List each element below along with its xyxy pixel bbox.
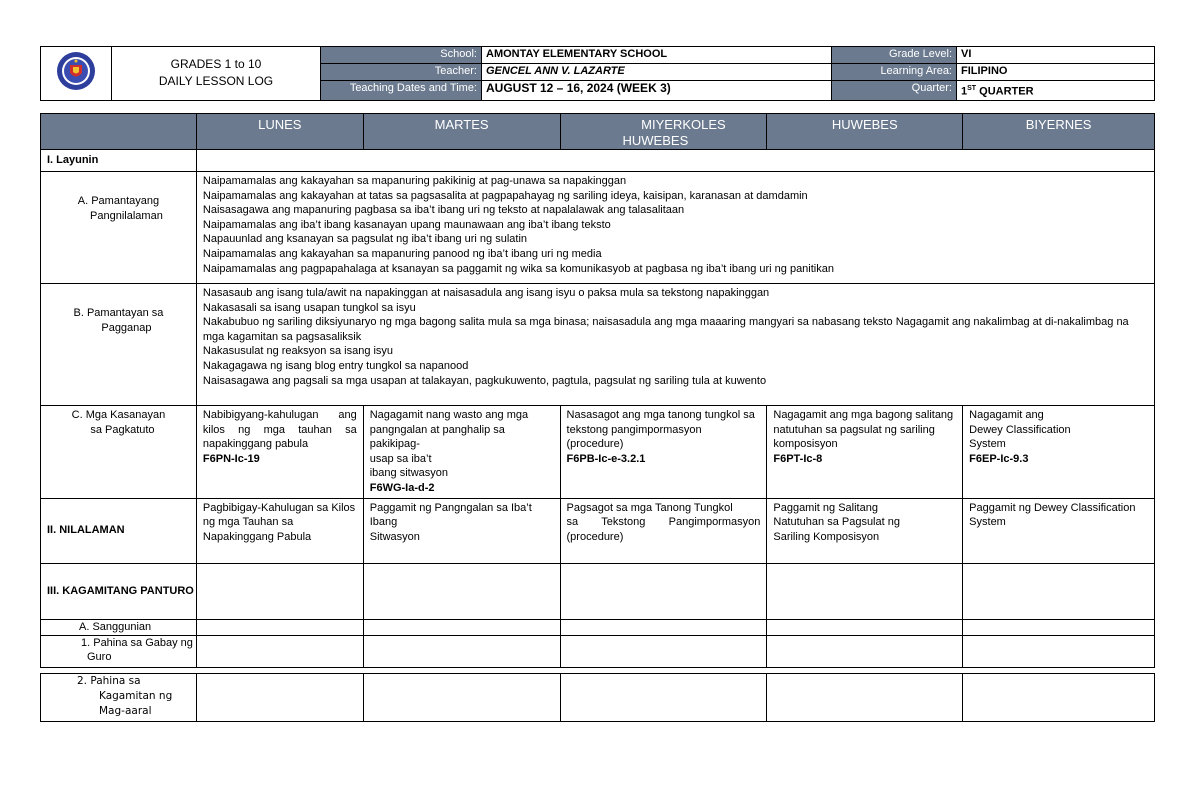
kasanayan-text: Nagagamit ang mga bagong salitang xyxy=(773,409,954,421)
kasanayan-text: natutuhan sa pagsulat ng sariling xyxy=(773,423,935,436)
pagganap-line: Nakasusulat ng reaksyon sa isang isyu xyxy=(202,345,394,358)
gabay-guro-cell xyxy=(963,635,1155,667)
nilalaman-text: Paggamit ng Dewey Classification xyxy=(969,501,1136,514)
pagganap-line: Naisasagawa ang pagsali sa mga usapan at talakayan, pagkukuwento, pagtula, pagsulat ng sariling tula at kuwento xyxy=(202,374,767,387)
quarter-number: 1 xyxy=(961,85,968,98)
grade-level-label: Grade Level: xyxy=(832,47,957,64)
kasanayan-label-line1: C. Mga Kasanayan xyxy=(71,409,166,421)
nilalaman-martes xyxy=(363,498,560,563)
nilalaman-lunes xyxy=(196,498,363,563)
competency-code: F6EP-Ic-9.3 xyxy=(969,452,1029,465)
kagamitan-mag-aaral-line2: Kagamitan ng xyxy=(99,690,173,702)
kagamitan-mag-aaral-cell xyxy=(363,674,560,722)
pagganap-label-line2: Pagganap xyxy=(101,321,152,334)
day-header-martes: MARTES xyxy=(363,114,560,150)
teacher-value: GENCEL ANN V. LAZARTE xyxy=(482,64,832,81)
pagganap-label xyxy=(41,284,197,406)
gabay-guro-cell xyxy=(196,635,363,667)
sanggunian-row xyxy=(41,619,1155,635)
kagamitan-cell xyxy=(963,563,1155,619)
kasanayan-text: Nabibigyang-kahulugan ang xyxy=(202,409,357,421)
pagganap-row xyxy=(41,284,1155,406)
nilalaman-text: Natutuhan sa Pagsulat ng xyxy=(773,516,900,529)
pamantayang-line: Napauunlad ang ksanayan sa pagsulat ng iba’t ibang uri ng sulatin xyxy=(202,233,528,246)
kasanayan-text: ibang sitwasyon xyxy=(369,467,449,480)
gabay-guro-row xyxy=(41,635,1155,667)
nilalaman-text: System xyxy=(969,516,1006,529)
kasanayan-text: usap sa iba’t xyxy=(369,452,432,465)
kasanayan-huwebes xyxy=(767,406,963,499)
nilalaman-text: (procedure) xyxy=(566,530,624,543)
pamantayang-line: Naipamamalas ang kakayahan sa mapanuring pakikinig at pag-unawa sa napakinggan xyxy=(202,175,627,187)
pamantayang-label xyxy=(41,172,197,284)
grade-level-value: VI xyxy=(957,47,1155,64)
kagamitan-label: III. KAGAMITANG PANTURO xyxy=(41,563,197,619)
pamantayang-content xyxy=(196,172,1154,284)
pamantayang-row xyxy=(41,172,1155,284)
pamantayang-line: Naipamamalas ang kakayahan at tatas sa pagsasalita at pagpapahayag ng sariling ideya, kaisipan, karanasan at damdamin xyxy=(202,189,808,202)
nilalaman-text: Paggamit ng Pangngalan sa Iba’t Ibang xyxy=(369,501,532,529)
day-header-huwebes: HUWEBES xyxy=(767,114,963,150)
nilalaman-text: sa Tekstong Pangimpormasyon xyxy=(566,516,761,529)
kasanayan-biyernes xyxy=(963,406,1155,499)
nilalaman-text: Sariling Komposisyon xyxy=(773,530,880,543)
sanggunian-cell xyxy=(560,619,767,635)
kasanayan-text: System xyxy=(969,438,1006,451)
pamantayang-label-line2: Pangnilalaman xyxy=(90,209,163,222)
kagamitan-cell xyxy=(767,563,963,619)
kagamitan-mag-aaral-cell xyxy=(963,674,1155,722)
competency-code: F6WG-Ia-d-2 xyxy=(369,481,435,494)
pagganap-content xyxy=(196,284,1154,406)
lesson-log-table xyxy=(40,113,1155,668)
nilalaman-huwebes xyxy=(767,498,963,563)
sanggunian-cell xyxy=(196,619,363,635)
kasanayan-text: Nagagamit nang wasto ang mga xyxy=(369,409,529,421)
gabay-guro-cell xyxy=(363,635,560,667)
nilalaman-text: Napakinggang Pabula xyxy=(202,530,312,543)
quarter-word: QUARTER xyxy=(976,85,1034,98)
kasanayan-label-line2: sa Pagkatuto xyxy=(90,423,155,436)
day-header-miyerkoles xyxy=(560,114,767,150)
kagamitan-cell xyxy=(363,563,560,619)
kasanayan-text: kilos ng mga tauhan sa xyxy=(202,423,357,436)
learning-area-label: Learning Area: xyxy=(832,64,957,81)
pagganap-line: Nakasasali sa isang usapan tungkol sa isyu xyxy=(202,301,416,314)
nilalaman-text: Paggamit ng Salitang xyxy=(773,501,878,514)
gabay-guro-cell xyxy=(767,635,963,667)
pagganap-line: Nakagagawa ng isang blog entry tungkol sa napanood xyxy=(202,359,469,372)
gabay-guro-line2: Guro xyxy=(87,651,112,664)
pamantayang-label-line1: A. Pamantayang xyxy=(77,195,160,207)
nilalaman-miyerkoles xyxy=(560,498,767,563)
header-table xyxy=(40,46,1155,101)
gabay-guro-line1: 1. Pahina sa Gabay ng xyxy=(81,636,193,649)
teacher-label: Teacher: xyxy=(321,64,482,81)
day-header-miyerkoles-text: MIYERKOLES xyxy=(641,117,726,132)
day-header-lunes: LUNES xyxy=(196,114,363,150)
nilalaman-text: Pagbibigay-Kahulugan sa Kilos xyxy=(202,501,356,514)
nilalaman-text: ng mga Tauhan sa xyxy=(202,516,294,529)
day-header-row xyxy=(41,114,1155,150)
grades-title: GRADES 1 to 10 xyxy=(170,57,262,72)
dates-value: AUGUST 12 – 16, 2024 (WEEK 3) xyxy=(482,81,832,101)
competency-code: F6PB-Ic-e-3.2.1 xyxy=(566,452,646,465)
kagamitan-cell xyxy=(196,563,363,619)
kasanayan-label xyxy=(41,406,197,499)
sanggunian-cell xyxy=(963,619,1155,635)
kasanayan-text: Nagagamit ang xyxy=(969,409,1044,421)
kasanayan-text: komposisyon xyxy=(773,438,838,451)
competency-code: F6PN-Ic-19 xyxy=(202,452,260,465)
dates-label: Teaching Dates and Time: xyxy=(321,81,482,101)
grades-cell xyxy=(112,47,321,101)
layunin-label: I. Layunin xyxy=(41,150,197,172)
kasanayan-lunes xyxy=(196,406,363,499)
kasanayan-text: tekstong pangimpormasyon (procedure) xyxy=(566,423,702,451)
learning-area-value: FILIPINO xyxy=(957,64,1155,81)
kasanayan-text: napakinggang pabula xyxy=(202,438,309,451)
pamantayang-line: Naipamamalas ang iba’t ibang kasanayan upang maunawaan ang iba’t ibang teksto xyxy=(202,218,611,231)
kasanayan-text: Nasasagot ang mga tanong tungkol sa xyxy=(566,409,755,421)
gabay-guro-cell xyxy=(560,635,767,667)
nilalaman-biyernes xyxy=(963,498,1155,563)
kagamitan-mag-aaral-cell xyxy=(560,674,767,722)
kagamitan-row xyxy=(41,563,1155,619)
school-label: School: xyxy=(321,47,482,64)
pamantayang-line: Naipamamalas ang kakayahan sa mapanuring panood ng iba’t ibang uri ng media xyxy=(202,247,602,260)
pamantayang-line: Naisasagawa ang mapanuring pagbasa sa iba’t ibang uri ng teksto at napalalawak ang talasalitaan xyxy=(202,204,685,217)
gabay-guro-label xyxy=(41,635,197,667)
pamantayang-line: Naipamamalas ang pagpapahalaga at ksanayan sa paggamit ng wika sa komunikasyob at pagbasa ng iba’t ibang uri ng panitikan xyxy=(202,262,834,275)
pagganap-label-line1: B. Pamantayan sa xyxy=(73,307,164,319)
deped-seal-icon xyxy=(56,51,96,91)
kagamitan-mag-aaral-cell xyxy=(196,674,363,722)
sanggunian-cell xyxy=(363,619,560,635)
log-title: DAILY LESSON LOG xyxy=(158,74,274,89)
kagamitan-mag-aaral-label xyxy=(41,674,197,722)
day-header-biyernes: BIYERNES xyxy=(963,114,1155,150)
pagganap-line: Nasasaub ang isang tula/awit na napakinggan at naisasadula ang isang isyu o paksa mula sa tekstong napakinggan xyxy=(202,287,770,299)
logo-cell xyxy=(41,47,112,101)
kasanayan-miyerkoles xyxy=(560,406,767,499)
quarter-label: Quarter: xyxy=(832,81,957,101)
day-header-stray-huwebes: HUWEBES xyxy=(622,133,689,148)
kagamitan-mag-aaral-row xyxy=(41,674,1155,722)
lesson-log-table-continued xyxy=(40,673,1155,722)
kasanayan-text: pangngalan at panghalip sa pakikipag- xyxy=(369,423,505,451)
competency-code: F6PT-Ic-8 xyxy=(773,452,823,465)
kagamitan-mag-aaral-line1: 2. Pahina sa xyxy=(77,675,141,687)
kasanayan-text: Dewey Classification xyxy=(969,423,1071,436)
kagamitan-mag-aaral-cell xyxy=(767,674,963,722)
nilalaman-label: II. NILALAMAN xyxy=(41,498,197,563)
nilalaman-text: Pagsagot sa mga Tanong Tungkol xyxy=(566,501,733,514)
nilalaman-text: Sitwasyon xyxy=(369,530,420,543)
kasanayan-martes xyxy=(363,406,560,499)
sanggunian-label: A. Sanggunian xyxy=(41,619,197,635)
day-header-blank xyxy=(41,114,197,150)
kagamitan-cell xyxy=(560,563,767,619)
layunin-content xyxy=(196,150,1154,172)
layunin-row xyxy=(41,150,1155,172)
quarter-suffix: ST xyxy=(967,85,977,92)
school-value: AMONTAY ELEMENTARY SCHOOL xyxy=(482,47,832,64)
kasanayan-row xyxy=(41,406,1155,499)
kagamitan-mag-aaral-line3: Mag-aaral xyxy=(99,705,152,717)
pagganap-line: Nakabubuo ng sariling diksiyunaryo ng mga bagong salita mula sa mga binasa; naisasadula ang mga maaaring mangyari sa nabasang teksto Nagagamit ang nakalimbag at di-nakalimbag na mga kagamitan sa pagsasaliksik xyxy=(202,316,1129,343)
sanggunian-cell xyxy=(767,619,963,635)
quarter-value xyxy=(957,81,1155,101)
nilalaman-row xyxy=(41,498,1155,563)
